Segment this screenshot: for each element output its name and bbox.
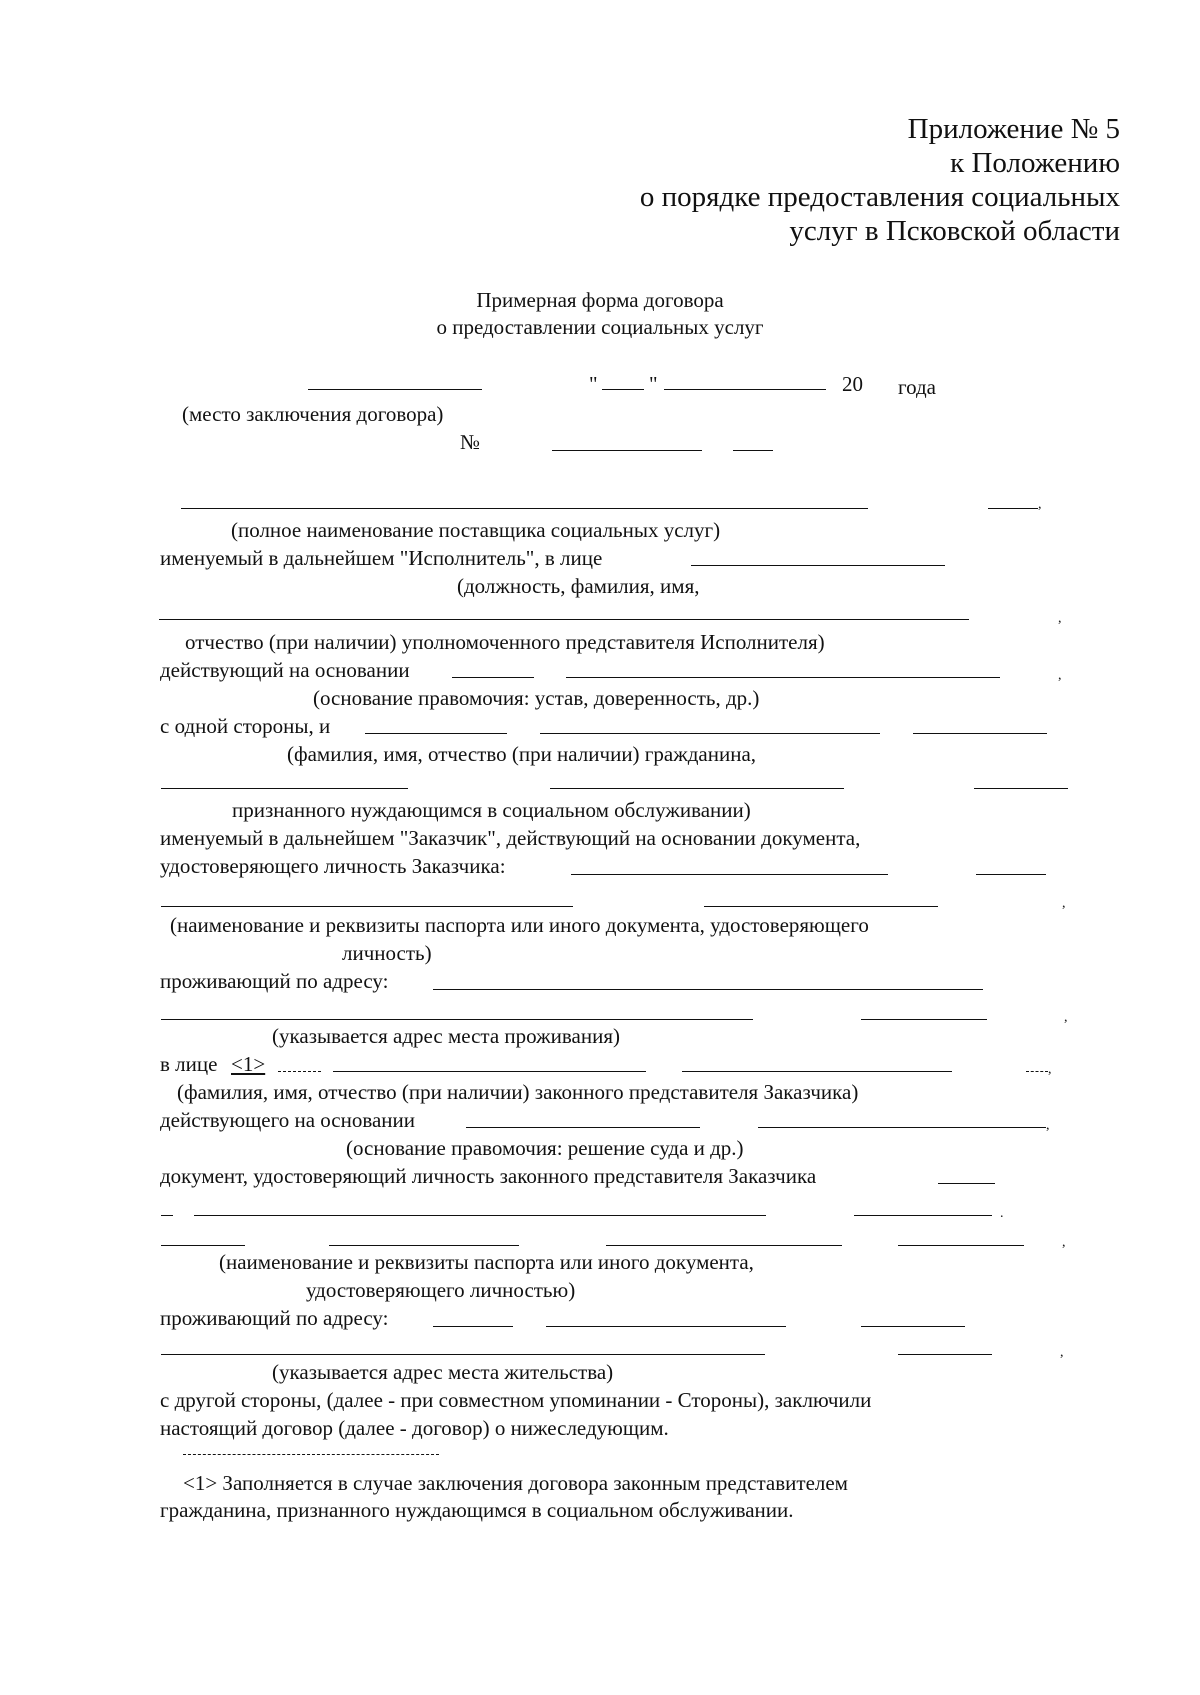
- provider-person-caption: (должность, фамилия, имя,: [457, 574, 700, 598]
- year-word: года: [898, 375, 936, 399]
- customer-address-comma: ,: [1064, 1010, 1068, 1025]
- customer-name-field[interactable]: [540, 733, 880, 734]
- date-quote-open: ": [589, 372, 598, 396]
- representative-basis-text: действующего на основании: [160, 1108, 416, 1132]
- representative-name-dash: [278, 1071, 321, 1072]
- representative-address-field-2[interactable]: [546, 1326, 786, 1327]
- provider-basis-comma: ,: [1058, 668, 1062, 683]
- customer-doc-caption-2: личность): [342, 941, 432, 965]
- year-prefix: 20: [842, 372, 863, 396]
- place-caption: (место заключения договора): [182, 402, 444, 426]
- representative-address-text: проживающий по адресу:: [160, 1306, 389, 1330]
- representative-id-doc-text: документ, удостоверяющий личность законного представителя Заказчика: [160, 1164, 817, 1188]
- representative-name-field-2[interactable]: [682, 1071, 952, 1072]
- customer-address-caption: (указывается адрес места проживания): [272, 1024, 620, 1048]
- representative-address-comma: ,: [1060, 1345, 1064, 1360]
- representative-doc-field-3[interactable]: [161, 1245, 245, 1246]
- provider-representative-field[interactable]: [691, 565, 945, 566]
- header-region: услуг в Псковской области: [789, 215, 1120, 247]
- customer-name-end-field[interactable]: [913, 733, 1047, 734]
- customer-named-text: именуемый в дальнейшем "Заказчик", действующий на основании документа,: [160, 826, 861, 850]
- representative-doc-field-4[interactable]: [329, 1245, 519, 1246]
- customer-name-caption-2: признанного нуждающимся в социальном обслуживании): [232, 798, 751, 822]
- date-quote-close: ": [649, 372, 658, 396]
- representative-name-field[interactable]: [333, 1071, 646, 1072]
- provider-person-caption-2: отчество (при наличии) уполномоченного представителя Исполнителя): [185, 630, 825, 654]
- representative-basis-caption: (основание правомочия: решение суда и др.): [346, 1136, 744, 1160]
- customer-name-field-3[interactable]: [550, 788, 844, 789]
- representative-address-field-4[interactable]: [161, 1354, 765, 1355]
- representative-name-comma: ,: [1058, 611, 1062, 626]
- contract-number-field[interactable]: [552, 450, 702, 451]
- closing-line-1: с другой стороны, (далее - при совместном упоминании - Стороны), заключили: [160, 1388, 872, 1412]
- customer-id-field[interactable]: [571, 874, 888, 875]
- representative-id-doc-field[interactable]: [938, 1183, 995, 1184]
- representative-name-comma: ,: [1048, 1062, 1052, 1077]
- provider-caption: (полное наименование поставщика социальных услуг): [231, 518, 721, 542]
- customer-address-field-3[interactable]: [861, 1019, 987, 1020]
- footnote-line-1: <1> Заполняется в случае заключения договора законным представителем: [183, 1471, 848, 1495]
- customer-address-field[interactable]: [433, 989, 983, 990]
- document-subtitle: о предоставлении социальных услуг: [436, 315, 764, 339]
- document-title: Примерная форма договора: [476, 288, 724, 312]
- header-regulation: к Положению: [950, 147, 1120, 179]
- header-appendix-number: Приложение № 5: [907, 113, 1120, 145]
- representative-address-field-5[interactable]: [898, 1354, 992, 1355]
- customer-name-field-2[interactable]: [161, 788, 408, 789]
- provider-basis-caption: (основание правомочия: устав, доверенность, др.): [313, 686, 760, 710]
- representative-doc-comma: ,: [1062, 1235, 1066, 1250]
- customer-surname-field[interactable]: [365, 733, 507, 734]
- month-field[interactable]: [664, 389, 826, 390]
- representative-doc-caption-2: удостоверяющего личностью): [306, 1278, 576, 1302]
- representative-basis-field[interactable]: [466, 1127, 700, 1128]
- customer-address-field-2[interactable]: [161, 1019, 753, 1020]
- footnote-ref-link[interactable]: <1>: [231, 1052, 266, 1076]
- provider-basis-field[interactable]: [452, 677, 534, 678]
- header-procedure: о порядке предоставления социальных: [639, 181, 1120, 213]
- closing-line-2: настоящий договор (далее - договор) о нижеследующим.: [160, 1416, 669, 1440]
- day-field[interactable]: [602, 389, 644, 390]
- customer-doc-field-2[interactable]: [704, 906, 938, 907]
- representative-name-caption: (фамилия, имя, отчество (при наличии) законного представителя Заказчика): [177, 1080, 859, 1104]
- footnote-separator: [183, 1454, 439, 1455]
- provider-side-text: с одной стороны, и: [160, 714, 331, 738]
- customer-name-caption: (фамилия, имя, отчество (при наличии) гражданина,: [287, 742, 757, 766]
- customer-address-text: проживающий по адресу:: [160, 969, 389, 993]
- representative-doc-field-6[interactable]: [898, 1245, 1024, 1246]
- contract-number-label: №: [460, 430, 481, 454]
- contract-number-suffix-field[interactable]: [733, 450, 773, 451]
- place-field[interactable]: [308, 389, 482, 390]
- provider-name-end-field[interactable]: [988, 508, 1038, 509]
- customer-name-field-4[interactable]: [974, 788, 1068, 789]
- representative-doc-field-dash[interactable]: [161, 1215, 173, 1216]
- footnote-line-2: гражданина, признанного нуждающимся в социальном обслуживании.: [160, 1498, 794, 1522]
- provider-name-comma: ,: [1038, 497, 1042, 512]
- representative-name-end-dash: [1026, 1071, 1048, 1072]
- representative-doc-field[interactable]: [194, 1215, 766, 1216]
- customer-doc-comma: ,: [1062, 896, 1066, 911]
- representative-doc-caption: (наименование и реквизиты паспорта или иного документа,: [219, 1250, 754, 1274]
- representative-doc-dot: .: [1000, 1206, 1004, 1221]
- representative-in-person-text: в лице: [160, 1052, 218, 1076]
- representative-basis-field-2[interactable]: [758, 1127, 1046, 1128]
- customer-doc-caption: (наименование и реквизиты паспорта или иного документа, удостоверяющего: [170, 913, 869, 937]
- customer-doc-field[interactable]: [161, 906, 573, 907]
- provider-representative-name-field[interactable]: [159, 619, 969, 620]
- provider-basis-field-2[interactable]: [566, 677, 1000, 678]
- representative-address-field-3[interactable]: [861, 1326, 965, 1327]
- provider-named-text: именуемый в дальнейшем "Исполнитель", в лице: [160, 546, 603, 570]
- provider-name-field[interactable]: [181, 508, 868, 509]
- representative-address-caption: (указывается адрес места жительства): [272, 1360, 614, 1384]
- representative-address-field[interactable]: [433, 1326, 513, 1327]
- provider-basis-text: действующий на основании: [160, 658, 410, 682]
- representative-doc-field-5[interactable]: [606, 1245, 842, 1246]
- customer-id-end-field[interactable]: [976, 874, 1046, 875]
- customer-id-text: удостоверяющего личность Заказчика:: [160, 854, 506, 878]
- representative-doc-field-2[interactable]: [854, 1215, 992, 1216]
- representative-basis-comma: ,: [1046, 1118, 1050, 1133]
